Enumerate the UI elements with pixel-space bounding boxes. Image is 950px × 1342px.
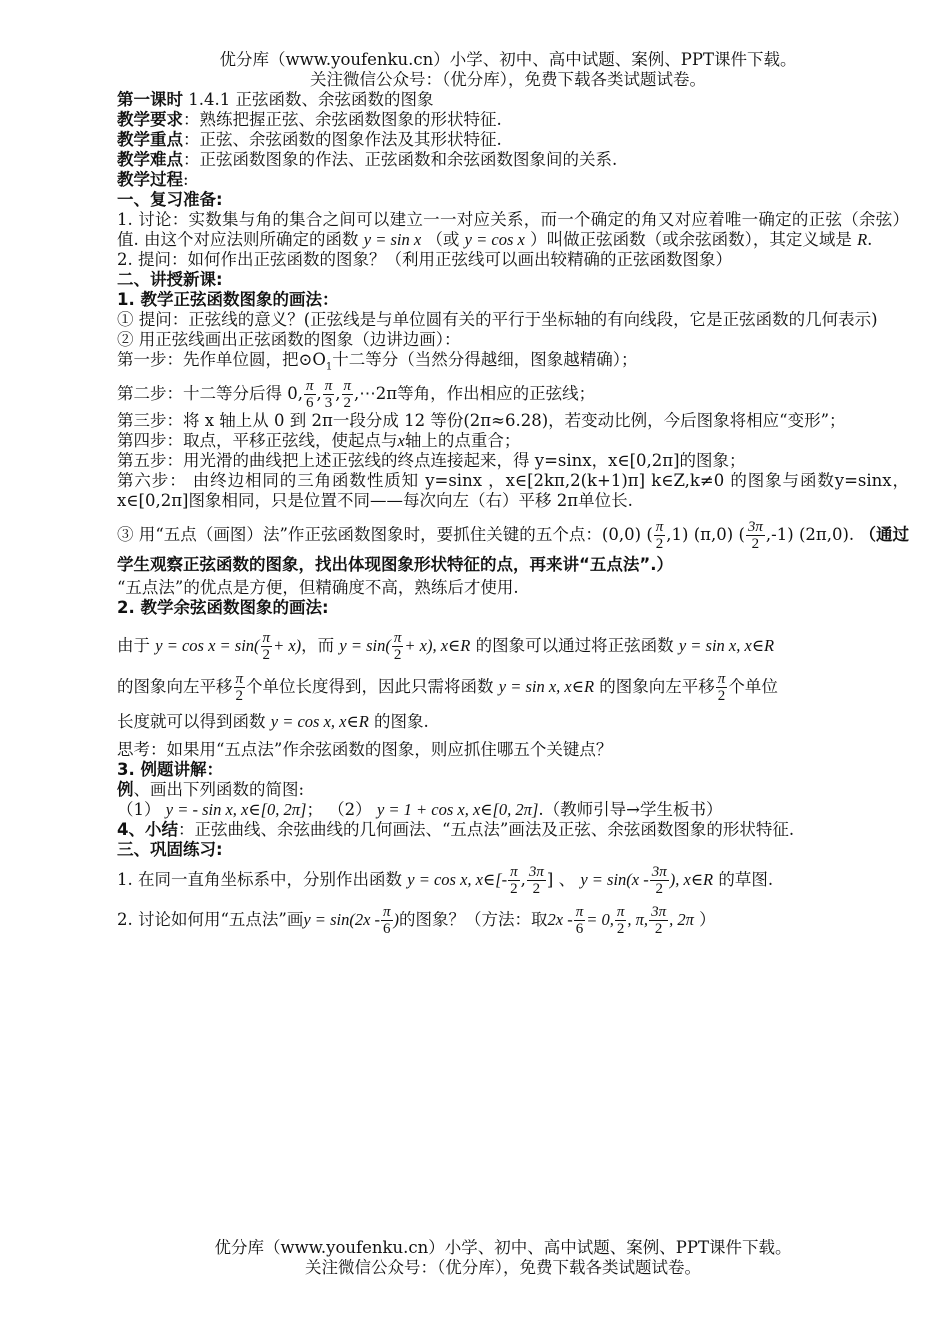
five-point-method xyxy=(117,519,909,578)
math-formula: = 0, xyxy=(586,910,614,930)
section-new-lesson xyxy=(117,270,909,290)
text-run: ,-1) (2π,0). xyxy=(765,525,855,545)
text-run: 、画出下列函数的简图: xyxy=(133,780,305,800)
content-item-1: ① 提问：正弦线的意义？(正弦线是与单位圆有关的平行于坐标轴的有向线段，它是正弦函数的几何表示) xyxy=(117,310,878,329)
page-header xyxy=(107,50,909,90)
fraction-pi-2 xyxy=(342,378,354,411)
document-page xyxy=(117,50,909,1277)
cosine-para-2 xyxy=(117,671,909,704)
section-review xyxy=(117,190,909,210)
fraction-denominator: 2 xyxy=(510,881,518,898)
fraction-denominator: 2 xyxy=(235,688,243,705)
text-run: 由于 xyxy=(117,636,150,656)
text-run: 第一课时 xyxy=(117,90,183,109)
math-formula: , π, xyxy=(627,910,649,930)
fraction-numerator: π xyxy=(393,630,402,647)
practice-2 xyxy=(117,900,909,940)
text-run: 轴上的点重合； xyxy=(404,431,521,451)
text-run: 的图象？（方法：取 xyxy=(399,910,548,930)
fraction-denominator: 6 xyxy=(383,921,391,938)
text-run: ③ 用“五点（画图）法”作正弦函数图象时，要抓住关键的五个点：(0,0) ( xyxy=(117,525,653,545)
text-run: ] xyxy=(546,870,554,890)
fraction-numerator: π xyxy=(235,671,244,688)
fraction-denominator: 3 xyxy=(324,395,333,412)
fraction-pi-3 xyxy=(323,378,335,411)
math-formula: y = cos x xyxy=(464,230,525,249)
text-run: 的图象向左平移 xyxy=(117,677,233,697)
fraction xyxy=(716,671,728,704)
math-formula: y = sin x xyxy=(363,230,422,249)
math-formula: ) xyxy=(393,910,400,930)
teaching-requirement xyxy=(117,110,909,130)
fraction xyxy=(508,864,520,897)
math-formula: y = cos x = sin( xyxy=(155,636,260,656)
text-run: ：熟练把握正弦、余弦函数图象的形状特征. xyxy=(183,110,502,129)
fraction-denominator: 2 xyxy=(751,536,760,553)
math-formula: R xyxy=(857,230,868,249)
text-run: , xyxy=(520,870,526,890)
fraction xyxy=(574,904,586,937)
text-run: 一、复习准备 xyxy=(117,190,216,209)
fraction xyxy=(615,904,627,937)
math-formula: y = cos x, x∈[- xyxy=(407,870,508,890)
subsection-cosine-graph: 2. 教学余弦函数图象的画法: xyxy=(117,598,329,618)
fraction-numerator: π xyxy=(324,378,333,395)
teaching-key-point xyxy=(117,130,909,150)
math-formula: y = cos x, x∈R xyxy=(270,712,369,732)
text-run: : xyxy=(216,270,223,289)
fraction-numerator: 3π xyxy=(528,864,544,881)
fraction-numerator: 3π xyxy=(651,904,667,921)
math-formula: 2x - xyxy=(547,910,573,930)
text-run: ） xyxy=(699,910,716,930)
fraction xyxy=(650,864,669,897)
text-run: : xyxy=(216,840,223,860)
cosine-para-1 xyxy=(117,630,909,663)
footer-line-1: 优分库（www.youfenku.cn）小学、初中、高中试题、案例、PPT课件下载。 xyxy=(214,1238,792,1257)
text-run: 教学难点 xyxy=(117,150,183,169)
fraction-denominator: 2 xyxy=(655,881,663,898)
text-run: 的图象. xyxy=(374,712,429,732)
fraction xyxy=(381,904,393,937)
example-intro xyxy=(117,780,909,800)
subsection-sine-graph: 1. 教学正弦函数图象的画法： xyxy=(117,290,339,309)
math-formula: + x), x∈R xyxy=(404,636,471,656)
text-run: . xyxy=(867,230,873,249)
fraction-numerator: π xyxy=(616,904,625,921)
text-run: 个单位长度得到，因此只需将函数 xyxy=(246,677,494,697)
text-run: 教学重点 xyxy=(117,130,183,149)
math-formula: + x) xyxy=(273,636,302,656)
fraction xyxy=(527,864,546,897)
fraction xyxy=(392,630,404,663)
text-run: : xyxy=(216,190,223,209)
review-question-2: 2. 提问：如何作出正弦函数的图象？（利用正弦线可以画出较精确的正弦函数图象） xyxy=(117,250,732,269)
fraction-numerator: 3π xyxy=(747,519,763,536)
text-run: 的图象向左平移 xyxy=(599,677,715,697)
math-formula: x xyxy=(397,431,405,451)
step-6: 第六步： 由终边相同的三角函数性质知 y=sinx ，x∈[2kπ,2(k+1)π] k∈Z,k≠0 的图象与函数y=sinx， x∈[0,2π]图象相同，只是位置不同——每次向左（右）平移 2π单位长. xyxy=(117,471,909,511)
text-run: （或 xyxy=(426,230,460,249)
think-question: 思考：如果用“五点法”作余弦函数的图象，则应抓住哪五个关键点？ xyxy=(117,740,613,760)
practice-1 xyxy=(117,860,909,900)
fraction xyxy=(234,671,246,704)
fraction-pi-6 xyxy=(304,378,316,411)
text-run: 的草图. xyxy=(718,870,774,890)
fraction-3pi-2 xyxy=(746,519,765,552)
text-run: 1. 讨论：实数集与角的集合之间可以建立一一对应关系，而一个确定的角又对应着唯一确定的正弦（余弦）值. 由这个对应法则所确定的函数 xyxy=(117,210,909,249)
text-run: ：正弦、余弦函数的图象作法及其形状特征. xyxy=(183,130,502,149)
content-item-2: ② 用正弦线画出正弦函数的图象（边讲边画）： xyxy=(117,330,461,349)
page-footer xyxy=(107,1238,899,1278)
fraction-denominator: 2 xyxy=(717,688,726,705)
fraction-denominator: 2 xyxy=(262,647,271,664)
fraction xyxy=(649,904,668,937)
text-run: （1） xyxy=(117,800,161,820)
text-run: ,1) (π,0) ( xyxy=(666,525,745,545)
text-run: : xyxy=(183,170,189,189)
step-2: 第二步：十二等分后得 0, $\frac{\pi}{6}$ , $\frac{\pi}{3}$ , $\frac{\pi}{2}$ ,⋯2π等角，作出相应的正弦线； xyxy=(117,378,596,412)
step-1 xyxy=(117,350,909,377)
five-point-note: “五点法”的优点是方便，但精确度不高，熟练后才使用. xyxy=(117,578,519,598)
section-practice xyxy=(117,840,909,860)
fraction-denominator: 2 xyxy=(532,881,541,898)
header-line-2: 关注微信公众号：（优分库），免费下载各类试题试卷。 xyxy=(310,70,706,89)
fraction-denominator: 2 xyxy=(616,921,625,938)
fraction-numerator: π xyxy=(717,671,726,688)
text-run: 例 xyxy=(117,780,134,800)
fraction-numerator: π xyxy=(262,630,271,647)
text-run: 、 xyxy=(558,870,576,890)
text-run: 教学过程 xyxy=(117,170,183,189)
lesson-title xyxy=(117,90,909,110)
text-run: ,⋯2π等角，作出相应的正弦线； xyxy=(354,384,596,404)
text-run: （通过学生观察正弦函数的图象，找出体现图象形状特征的点，再来讲“五点法”.） xyxy=(117,525,909,575)
text-run: 1.4.1 正弦函数、余弦函数的图象 xyxy=(183,90,434,109)
text-run: ：正弦曲线、余弦曲线的几何画法、“五点法”画法及正弦、余弦函数图象的形状特征. xyxy=(177,820,795,840)
fraction-numerator: π xyxy=(575,904,584,921)
math-formula: y = sin( xyxy=(339,636,391,656)
text-run: 三、巩固练习 xyxy=(117,840,216,860)
text-run: 第四步：取点，平移正弦线，使起点与 xyxy=(117,431,398,451)
text-run: 二、讲授新课 xyxy=(117,270,216,289)
text-run: ：正弦函数图象的作法、正弦函数和余弦函数图象间的关系. xyxy=(183,150,618,169)
math-formula: , 2π xyxy=(669,910,694,930)
fraction-numerator: π xyxy=(655,519,664,536)
summary xyxy=(117,820,909,840)
text-run: 的图象可以通过将正弦函数 xyxy=(475,636,674,656)
teaching-process xyxy=(117,170,909,190)
fraction-numerator: π xyxy=(383,904,391,921)
math-formula: y = 1 + cos x, x∈[0, 2π] xyxy=(376,800,539,820)
footer-line-2: 关注微信公众号：（优分库），免费下载各类试题试卷。 xyxy=(305,1258,701,1277)
fraction-denominator: 2 xyxy=(393,647,402,664)
subsection-examples: 3. 例题讲解： xyxy=(117,760,223,780)
text-run: ； （2） xyxy=(306,800,372,820)
fraction-denominator: 2 xyxy=(654,921,663,938)
text-run: .（教师引导→学生板书） xyxy=(538,800,723,820)
example-items xyxy=(117,800,909,820)
math-formula: y = sin x, x∈R xyxy=(498,677,595,697)
review-question-1 xyxy=(117,210,909,250)
fraction-pi-2 xyxy=(654,519,666,552)
math-formula: y = sin(x - xyxy=(580,870,649,890)
fraction-denominator: 2 xyxy=(343,395,352,412)
text-run: 十二等分（当然分得越细，图象越精确）； xyxy=(332,350,638,369)
math-formula: y = - sin x, x∈[0, 2π] xyxy=(165,800,307,820)
teaching-difficulty xyxy=(117,150,909,170)
math-formula: ), x∈R xyxy=(669,870,714,890)
text-run: 个单位 xyxy=(728,677,778,697)
header-line-1: 优分库（www.youfenku.cn）小学、初中、高中试题、案例、PPT课件下载。 xyxy=(219,50,797,69)
fraction-numerator: 3π xyxy=(651,864,667,881)
fraction-denominator: 2 xyxy=(655,536,664,553)
text-run: 第二步：十二等分后得 0, xyxy=(117,384,303,404)
step-5: 第五步：用光滑的曲线把上述正弦线的终点连接起来，得 y=sinx，x∈[0,2π]的图象； xyxy=(117,451,746,471)
math-formula: y = sin x, x∈R xyxy=(678,636,775,656)
text-run: ，而 xyxy=(301,636,335,656)
step-4 xyxy=(117,431,909,451)
fraction-numerator: π xyxy=(510,864,518,881)
text-run: 第一步：先作单位圆，把⊙O xyxy=(117,350,326,369)
text-run: 1 xyxy=(325,361,333,373)
text-run: 2. 讨论如何用“五点法”画 xyxy=(117,910,304,930)
fraction-numerator: π xyxy=(343,378,352,395)
text-run: 1. 在同一直角坐标系中，分别作出函数 xyxy=(117,870,402,890)
fraction-denominator: 6 xyxy=(306,395,314,412)
text-run: 长度就可以得到函数 xyxy=(117,712,266,732)
text-run: 4、小结 xyxy=(117,820,178,840)
step-3: 第三步：将 x 轴上从 0 到 2π一段分成 12 等份(2π≈6.28)，若变动比例，今后图象将相应“变形”； xyxy=(117,411,846,431)
fraction xyxy=(261,630,273,663)
math-formula: y = sin(2x - xyxy=(303,910,381,930)
cosine-para-3 xyxy=(117,712,909,732)
text-run: 教学要求 xyxy=(117,110,183,129)
fraction-numerator: π xyxy=(306,378,314,395)
text-run: ）叫做正弦函数（或余弦函数），其定义域是 xyxy=(530,230,852,249)
fraction-denominator: 6 xyxy=(575,921,584,938)
